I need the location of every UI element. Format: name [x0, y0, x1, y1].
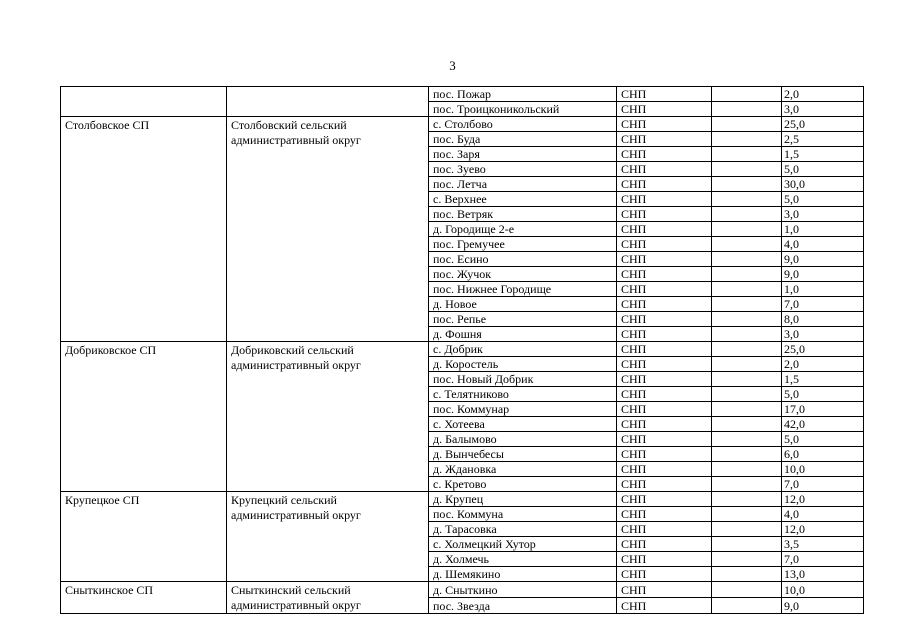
value-cell: 30,0: [782, 177, 864, 192]
value-cell: 42,0: [782, 417, 864, 432]
place-name: пос. Коммуна: [429, 507, 617, 522]
category-cell: СНП: [617, 282, 712, 297]
category-cell: СНП: [617, 177, 712, 192]
category-cell: СНП: [617, 462, 712, 477]
extra-cell: [712, 147, 782, 162]
place-name: д. Фошня: [429, 327, 617, 342]
value-cell: 2,5: [782, 132, 864, 147]
place-name: с. Столбово: [429, 117, 617, 132]
place-name: с. Холмецкий Хутор: [429, 537, 617, 552]
place-name: пос. Коммунар: [429, 402, 617, 417]
category-cell: СНП: [617, 598, 712, 614]
place-name: пос. Звезда: [429, 598, 617, 614]
value-cell: 12,0: [782, 492, 864, 507]
table-row: [61, 492, 864, 507]
category-cell: СНП: [617, 147, 712, 162]
table-body: [61, 87, 864, 614]
category-cell: СНП: [617, 312, 712, 327]
extra-cell: [712, 552, 782, 567]
value-cell: 1,0: [782, 282, 864, 297]
place-name: с. Кретово: [429, 477, 617, 492]
place-name: пос. Летча: [429, 177, 617, 192]
value-cell: 3,5: [782, 537, 864, 552]
category-cell: СНП: [617, 357, 712, 372]
value-cell: 9,0: [782, 267, 864, 282]
category-cell: СНП: [617, 447, 712, 462]
place-name: д. Коростель: [429, 357, 617, 372]
category-cell: СНП: [617, 327, 712, 342]
category-cell: СНП: [617, 582, 712, 598]
extra-cell: [712, 177, 782, 192]
value-cell: 3,0: [782, 102, 864, 117]
settlement-name: Добриковское СП: [61, 342, 227, 492]
extra-cell: [712, 342, 782, 357]
value-cell: 1,0: [782, 222, 864, 237]
value-cell: 13,0: [782, 567, 864, 582]
category-cell: СНП: [617, 252, 712, 267]
district-name: Сныткинский сельский административный округ: [227, 582, 429, 614]
value-cell: 7,0: [782, 552, 864, 567]
value-cell: 7,0: [782, 477, 864, 492]
value-cell: 8,0: [782, 312, 864, 327]
extra-cell: [712, 282, 782, 297]
place-name: пос. Нижнее Городище: [429, 282, 617, 297]
value-cell: 7,0: [782, 297, 864, 312]
place-name: пос. Заря: [429, 147, 617, 162]
place-name: д. Новое: [429, 297, 617, 312]
place-name: д. Городище 2-е: [429, 222, 617, 237]
category-cell: СНП: [617, 372, 712, 387]
value-cell: 25,0: [782, 342, 864, 357]
extra-cell: [712, 327, 782, 342]
place-name: пос. Новый Добрик: [429, 372, 617, 387]
extra-cell: [712, 372, 782, 387]
place-name: с. Телятниково: [429, 387, 617, 402]
category-cell: СНП: [617, 402, 712, 417]
value-cell: 6,0: [782, 447, 864, 462]
category-cell: СНП: [617, 477, 712, 492]
category-cell: СНП: [617, 297, 712, 312]
category-cell: СНП: [617, 342, 712, 357]
place-name: д. Ждановка: [429, 462, 617, 477]
value-cell: 4,0: [782, 507, 864, 522]
district-name: Добриковский сельский административный округ: [227, 342, 429, 492]
category-cell: СНП: [617, 417, 712, 432]
category-cell: СНП: [617, 552, 712, 567]
place-name: д. Тарасовка: [429, 522, 617, 537]
place-name: пос. Буда: [429, 132, 617, 147]
value-cell: 3,0: [782, 207, 864, 222]
value-cell: 4,0: [782, 237, 864, 252]
category-cell: СНП: [617, 432, 712, 447]
extra-cell: [712, 102, 782, 117]
table-row: [61, 117, 864, 132]
table-row: [61, 342, 864, 357]
category-cell: СНП: [617, 507, 712, 522]
district-name: Столбовский сельский административный округ: [227, 117, 429, 342]
settlements-table: [60, 86, 864, 614]
value-cell: 3,0: [782, 327, 864, 342]
place-name: с. Добрик: [429, 342, 617, 357]
value-cell: 1,5: [782, 147, 864, 162]
category-cell: СНП: [617, 492, 712, 507]
value-cell: 2,0: [782, 87, 864, 102]
extra-cell: [712, 387, 782, 402]
category-cell: СНП: [617, 102, 712, 117]
value-cell: 5,0: [782, 192, 864, 207]
value-cell: 10,0: [782, 462, 864, 477]
extra-cell: [712, 492, 782, 507]
settlement-name: Столбовское СП: [61, 117, 227, 342]
place-name: пос. Есино: [429, 252, 617, 267]
extra-cell: [712, 132, 782, 147]
place-name: пос. Зуево: [429, 162, 617, 177]
value-cell: 25,0: [782, 117, 864, 132]
page-number: 3: [449, 58, 456, 73]
place-name: д. Сныткино: [429, 582, 617, 598]
value-cell: 10,0: [782, 582, 864, 598]
place-name: д. Холмечь: [429, 552, 617, 567]
value-cell: 1,5: [782, 372, 864, 387]
category-cell: СНП: [617, 132, 712, 147]
category-cell: СНП: [617, 192, 712, 207]
place-name: пос. Троицконикольский: [429, 102, 617, 117]
value-cell: 5,0: [782, 162, 864, 177]
table-row: [61, 87, 864, 102]
extra-cell: [712, 432, 782, 447]
extra-cell: [712, 598, 782, 614]
place-name: д. Вынчебесы: [429, 447, 617, 462]
category-cell: СНП: [617, 267, 712, 282]
place-name: пос. Гремучее: [429, 237, 617, 252]
category-cell: СНП: [617, 387, 712, 402]
category-cell: СНП: [617, 207, 712, 222]
category-cell: СНП: [617, 117, 712, 132]
extra-cell: [712, 357, 782, 372]
extra-cell: [712, 312, 782, 327]
extra-cell: [712, 477, 782, 492]
place-name: д. Крупец: [429, 492, 617, 507]
extra-cell: [712, 417, 782, 432]
place-name: с. Верхнее: [429, 192, 617, 207]
settlement-name: [61, 87, 227, 117]
extra-cell: [712, 267, 782, 282]
value-cell: 5,0: [782, 432, 864, 447]
extra-cell: [712, 402, 782, 417]
place-name: пос. Ветряк: [429, 207, 617, 222]
settlement-name: Крупецкое СП: [61, 492, 227, 582]
category-cell: СНП: [617, 567, 712, 582]
extra-cell: [712, 522, 782, 537]
extra-cell: [712, 252, 782, 267]
extra-cell: [712, 537, 782, 552]
place-name: пос. Жучок: [429, 267, 617, 282]
settlement-name: Сныткинское СП: [61, 582, 227, 614]
extra-cell: [712, 507, 782, 522]
place-name: д. Балымово: [429, 432, 617, 447]
value-cell: 2,0: [782, 357, 864, 372]
value-cell: 12,0: [782, 522, 864, 537]
category-cell: СНП: [617, 162, 712, 177]
extra-cell: [712, 462, 782, 477]
extra-cell: [712, 297, 782, 312]
place-name: д. Шемякино: [429, 567, 617, 582]
place-name: с. Хотеева: [429, 417, 617, 432]
extra-cell: [712, 207, 782, 222]
value-cell: 17,0: [782, 402, 864, 417]
extra-cell: [712, 447, 782, 462]
extra-cell: [712, 222, 782, 237]
extra-cell: [712, 567, 782, 582]
value-cell: 9,0: [782, 252, 864, 267]
category-cell: СНП: [617, 222, 712, 237]
extra-cell: [712, 192, 782, 207]
value-cell: 5,0: [782, 387, 864, 402]
extra-cell: [712, 87, 782, 102]
district-name: [227, 87, 429, 117]
category-cell: СНП: [617, 537, 712, 552]
value-cell: 9,0: [782, 598, 864, 614]
category-cell: СНП: [617, 237, 712, 252]
place-name: пос. Репье: [429, 312, 617, 327]
category-cell: СНП: [617, 522, 712, 537]
district-name: Крупецкий сельский административный округ: [227, 492, 429, 582]
place-name: пос. Пожар: [429, 87, 617, 102]
table-row: [61, 582, 864, 598]
extra-cell: [712, 117, 782, 132]
category-cell: СНП: [617, 87, 712, 102]
extra-cell: [712, 237, 782, 252]
extra-cell: [712, 582, 782, 598]
extra-cell: [712, 162, 782, 177]
